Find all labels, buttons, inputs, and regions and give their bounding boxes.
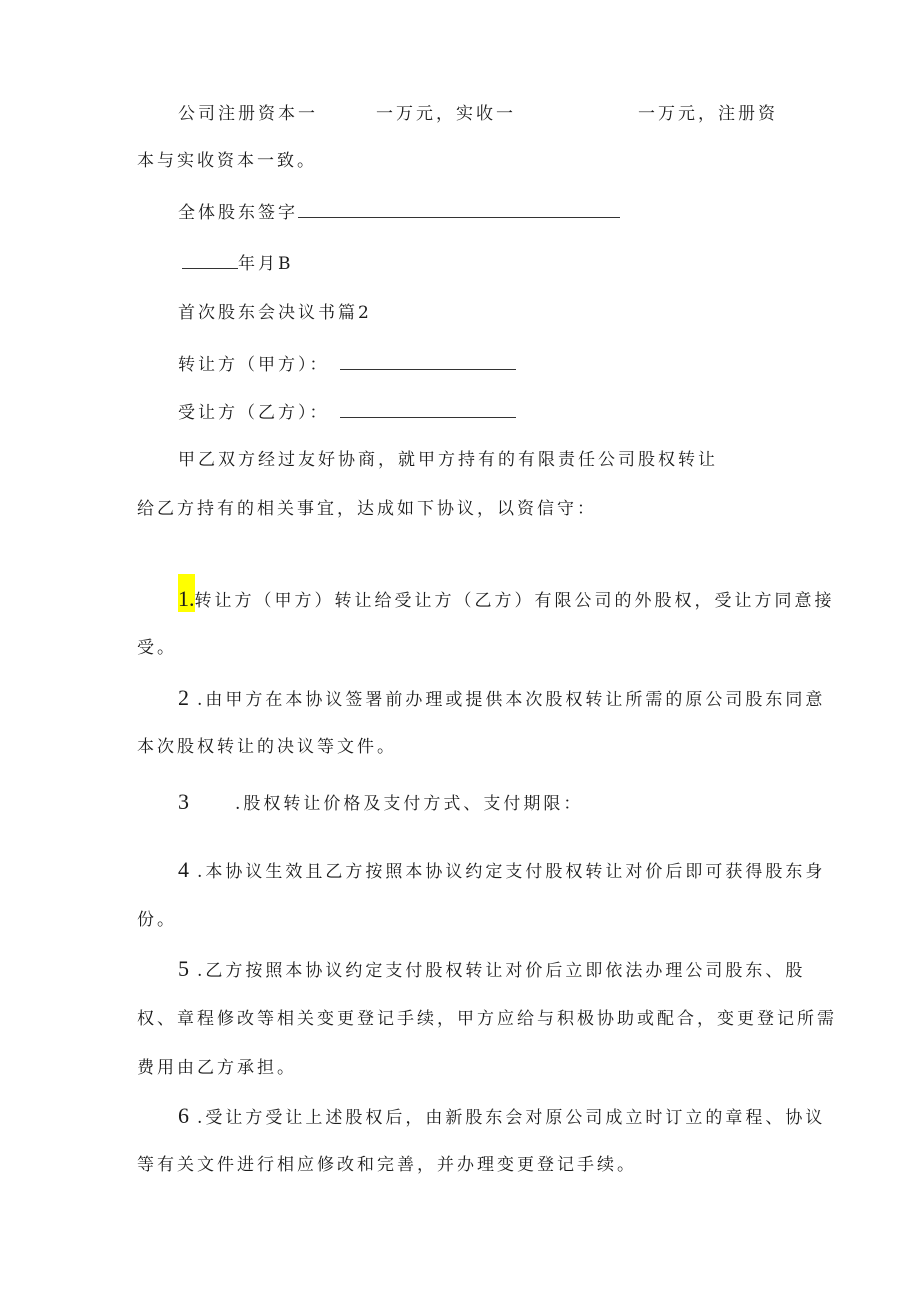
capital-text-part1: 公司注册资本一	[178, 104, 318, 124]
signature-line	[178, 199, 620, 225]
clause-3-text: .股权转让价格及支付方式、支付期限：	[235, 794, 584, 814]
clause-2-text: .由甲方在本协议签署前办理或提供本次股权转让所需的原公司股东同意	[197, 690, 826, 710]
clause-4-text: .本协议生效且乙方按照本协议约定支付股权转让对价后即可获得股东身	[197, 862, 826, 882]
clause-5-number: 5	[178, 956, 189, 981]
transferor-blank[interactable]	[340, 351, 516, 370]
section-heading: 首次股东会决议书篇2	[178, 303, 372, 323]
clause-2	[178, 686, 825, 712]
date-text: 年月B	[238, 254, 294, 274]
clause-4	[178, 858, 825, 884]
transferor-line	[178, 351, 516, 377]
intro-line-1: 甲乙双方经过友好协商，就甲方持有的有限责任公司股权转让	[178, 450, 718, 470]
capital-text-part3: 一万元，注册资	[638, 104, 778, 124]
transferee-line	[178, 399, 516, 425]
transferee-label: 受让方（乙方）：	[178, 403, 330, 423]
clause-6-number: 6	[178, 1103, 189, 1128]
clause-2-line-2: 本次股权转让的决议等文件。	[137, 737, 397, 757]
clause-4-line-2: 份。	[137, 910, 177, 930]
date-year-blank[interactable]	[182, 250, 238, 269]
capital-line-1	[178, 102, 778, 126]
date-line	[182, 250, 294, 276]
transferor-label: 转让方（甲方）：	[178, 355, 330, 375]
transferee-blank[interactable]	[340, 399, 516, 418]
clause-3-number: 3	[178, 789, 189, 814]
clause-1-text: 转让方（甲方）转让给受让方（乙方）有限公司的外股权，受让方同意接	[194, 591, 835, 611]
clause-1	[178, 574, 835, 613]
capital-line-2: 本与实收资本一致。	[137, 151, 317, 171]
clause-3	[178, 790, 583, 816]
signature-label: 全体股东签字	[178, 203, 298, 223]
clause-4-number: 4	[178, 857, 189, 882]
capital-text-part2: 一万元，实收一	[376, 104, 516, 124]
clause-6	[178, 1104, 825, 1130]
intro-line-2: 给乙方持有的相关事宜，达成如下协议，以资信守：	[137, 499, 597, 519]
clause-6-text: .受让方受让上述股权后，由新股东会对原公司成立时订立的章程、协议	[197, 1108, 826, 1128]
clause-5	[178, 957, 805, 983]
clause-5-line-2: 权、章程修改等相关变更登记手续，甲方应给与积极协助或配合，变更登记所需	[137, 1009, 837, 1029]
clause-1-line-2: 受。	[137, 638, 177, 658]
signature-blank[interactable]	[298, 199, 620, 218]
clause-5-line-3: 费用由乙方承担。	[137, 1058, 297, 1078]
clause-2-number: 2	[178, 685, 189, 710]
clause-6-line-2: 等有关文件进行相应修改和完善，并办理变更登记手续。	[137, 1155, 637, 1175]
clause-1-number: 1.	[178, 574, 195, 612]
clause-5-text: .乙方按照本协议约定支付股权转让对价后立即依法办理公司股东、股	[197, 961, 806, 981]
